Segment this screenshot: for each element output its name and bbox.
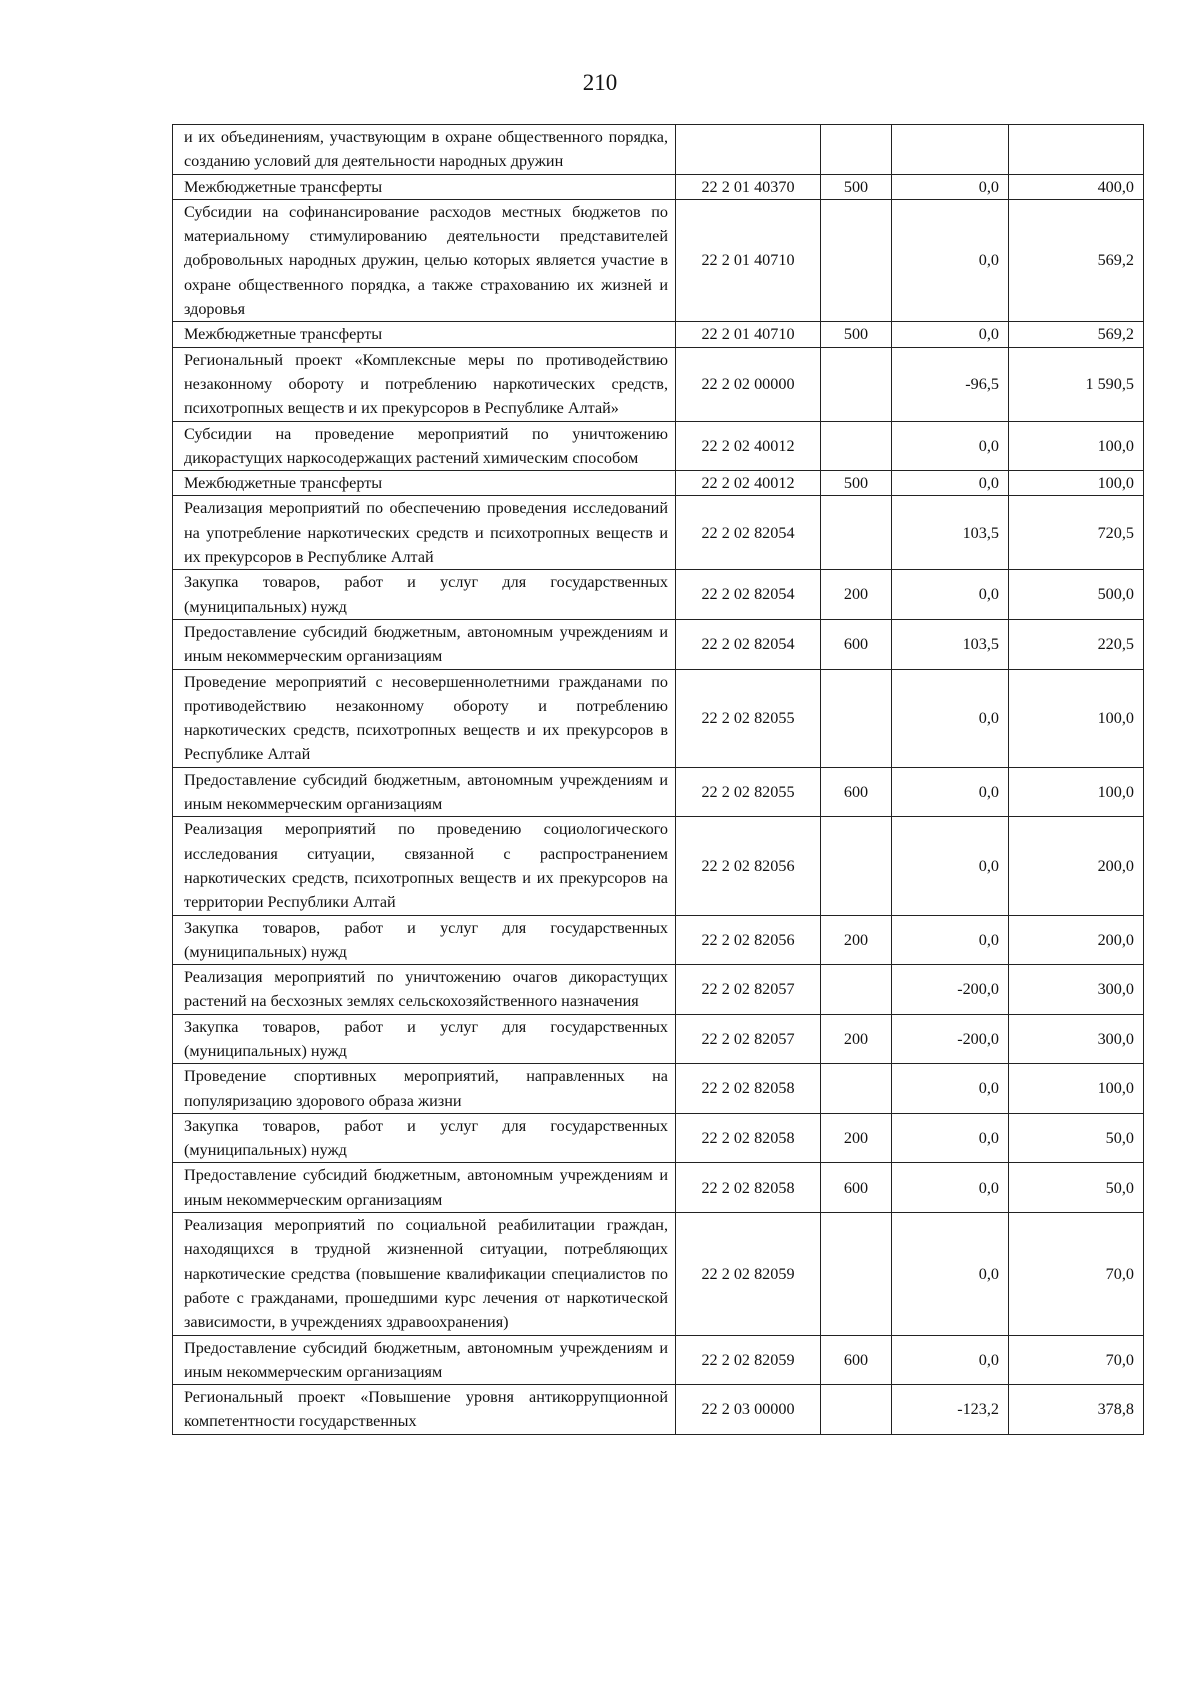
table-row (173, 1113, 1144, 1163)
total-amount-cell: 100,0 (1009, 669, 1144, 767)
target-code-cell: 22 2 02 82058 (676, 1163, 821, 1213)
expense-type-cell (821, 817, 892, 915)
target-code-cell: 22 2 02 40012 (676, 471, 821, 496)
item-name-cell: Предоставление субсидий бюджетным, автономным учреждениям и иным некоммерческим организациям (173, 619, 676, 669)
table-row (173, 1335, 1144, 1385)
target-code-cell (676, 125, 821, 175)
expense-type-cell (821, 1064, 892, 1114)
expense-type-cell (821, 347, 892, 421)
expense-type-cell: 500 (821, 322, 892, 347)
total-amount-cell: 500,0 (1009, 570, 1144, 620)
target-code-cell: 22 2 03 00000 (676, 1385, 821, 1435)
change-amount-cell: 0,0 (892, 471, 1009, 496)
expense-type-cell: 200 (821, 915, 892, 965)
table-row (173, 965, 1144, 1015)
expense-type-cell: 600 (821, 619, 892, 669)
change-amount-cell: 0,0 (892, 322, 1009, 347)
change-amount-cell: 0,0 (892, 817, 1009, 915)
table-row (173, 669, 1144, 767)
target-code-cell: 22 2 02 82059 (676, 1213, 821, 1335)
change-amount-cell: 103,5 (892, 619, 1009, 669)
total-amount-cell: 100,0 (1009, 767, 1144, 817)
total-amount-cell: 300,0 (1009, 1014, 1144, 1064)
expense-type-cell (821, 669, 892, 767)
target-code-cell: 22 2 02 82058 (676, 1113, 821, 1163)
change-amount-cell: -200,0 (892, 1014, 1009, 1064)
target-code-cell: 22 2 02 82057 (676, 1014, 821, 1064)
table-row (173, 1014, 1144, 1064)
total-amount-cell: 70,0 (1009, 1335, 1144, 1385)
expense-type-cell: 600 (821, 767, 892, 817)
expense-type-cell: 200 (821, 1014, 892, 1064)
item-name-cell: Субсидии на проведение мероприятий по уничтожению дикорастущих наркосодержащих растений химическим способом (173, 421, 676, 471)
expense-type-cell: 500 (821, 174, 892, 199)
total-amount-cell: 100,0 (1009, 1064, 1144, 1114)
target-code-cell: 22 2 02 40012 (676, 421, 821, 471)
item-name-cell: Проведение спортивных мероприятий, направленных на популяризацию здорового образа жизни (173, 1064, 676, 1114)
item-name-cell: Проведение мероприятий с несовершеннолетними гражданами по противодействию незаконному обороту и потреблению наркотических средств, психотропных веществ и их прекурсоров в Республике Алтай (173, 669, 676, 767)
total-amount-cell: 1 590,5 (1009, 347, 1144, 421)
total-amount-cell: 569,2 (1009, 322, 1144, 347)
item-name-cell: Реализация мероприятий по уничтожению очагов дикорастущих растений на бесхозных землях сельскохозяйственного назначения (173, 965, 676, 1015)
change-amount-cell (892, 125, 1009, 175)
target-code-cell: 22 2 02 00000 (676, 347, 821, 421)
item-name-cell: Предоставление субсидий бюджетным, автономным учреждениям и иным некоммерческим организациям (173, 1163, 676, 1213)
target-code-cell: 22 2 02 82058 (676, 1064, 821, 1114)
target-code-cell: 22 2 02 82054 (676, 570, 821, 620)
table-row (173, 915, 1144, 965)
expense-type-cell (821, 1213, 892, 1335)
change-amount-cell: 0,0 (892, 1113, 1009, 1163)
table-row (173, 1064, 1144, 1114)
change-amount-cell: 103,5 (892, 496, 1009, 570)
expense-type-cell (821, 199, 892, 321)
total-amount-cell: 100,0 (1009, 471, 1144, 496)
table-row (173, 817, 1144, 915)
expense-type-cell (821, 1385, 892, 1435)
table-row (173, 125, 1144, 175)
expense-type-cell (821, 965, 892, 1015)
change-amount-cell: 0,0 (892, 1213, 1009, 1335)
total-amount-cell: 50,0 (1009, 1163, 1144, 1213)
change-amount-cell: 0,0 (892, 174, 1009, 199)
change-amount-cell: -200,0 (892, 965, 1009, 1015)
item-name-cell: Межбюджетные трансферты (173, 174, 676, 199)
change-amount-cell: 0,0 (892, 915, 1009, 965)
table-row (173, 421, 1144, 471)
table-row (173, 619, 1144, 669)
change-amount-cell: 0,0 (892, 421, 1009, 471)
total-amount-cell: 378,8 (1009, 1385, 1144, 1435)
table-row (173, 1163, 1144, 1213)
change-amount-cell: 0,0 (892, 669, 1009, 767)
item-name-cell: Субсидии на софинансирование расходов местных бюджетов по материальному стимулированию деятельности представителей добровольных народных дружин, целью которых является участие в охране общественного порядка, а также страхованию их жизней и здоровья (173, 199, 676, 321)
table-row (173, 496, 1144, 570)
expense-type-cell: 500 (821, 471, 892, 496)
target-code-cell: 22 2 02 82055 (676, 767, 821, 817)
item-name-cell: Межбюджетные трансферты (173, 471, 676, 496)
change-amount-cell: -96,5 (892, 347, 1009, 421)
item-name-cell: Закупка товаров, работ и услуг для государственных (муниципальных) нужд (173, 570, 676, 620)
target-code-cell: 22 2 02 82056 (676, 817, 821, 915)
target-code-cell: 22 2 02 82057 (676, 965, 821, 1015)
table-row (173, 471, 1144, 496)
total-amount-cell: 200,0 (1009, 915, 1144, 965)
budget-table (172, 124, 1144, 1435)
item-name-cell: Региональный проект «Комплексные меры по противодействию незаконному обороту и потреблению наркотических средств, психотропных веществ и их прекурсоров в Республике Алтай» (173, 347, 676, 421)
table-row (173, 767, 1144, 817)
table-row (173, 1385, 1144, 1435)
change-amount-cell: 0,0 (892, 767, 1009, 817)
expense-type-cell: 200 (821, 570, 892, 620)
target-code-cell: 22 2 02 82054 (676, 496, 821, 570)
table-row (173, 1213, 1144, 1335)
expense-type-cell (821, 125, 892, 175)
item-name-cell: Закупка товаров, работ и услуг для государственных (муниципальных) нужд (173, 1113, 676, 1163)
expense-type-cell: 600 (821, 1163, 892, 1213)
change-amount-cell: 0,0 (892, 1064, 1009, 1114)
target-code-cell: 22 2 02 82059 (676, 1335, 821, 1385)
target-code-cell: 22 2 01 40710 (676, 199, 821, 321)
item-name-cell: и их объединениям, участвующим в охране общественного порядка, созданию условий для деятельности народных дружин (173, 125, 676, 175)
table-row (173, 570, 1144, 620)
change-amount-cell: 0,0 (892, 199, 1009, 321)
item-name-cell: Региональный проект «Повышение уровня антикоррупционной компетентности государственных (173, 1385, 676, 1435)
total-amount-cell: 70,0 (1009, 1213, 1144, 1335)
target-code-cell: 22 2 01 40370 (676, 174, 821, 199)
table-row (173, 347, 1144, 421)
item-name-cell: Реализация мероприятий по обеспечению проведения исследований на употребление наркотических средств и психотропных веществ и их прекурсоров в Республике Алтай (173, 496, 676, 570)
expense-type-cell (821, 496, 892, 570)
total-amount-cell: 220,5 (1009, 619, 1144, 669)
expense-type-cell (821, 421, 892, 471)
change-amount-cell: 0,0 (892, 570, 1009, 620)
budget-table-body (173, 125, 1144, 1435)
total-amount-cell: 720,5 (1009, 496, 1144, 570)
item-name-cell: Межбюджетные трансферты (173, 322, 676, 347)
page-number: 210 (582, 70, 618, 95)
change-amount-cell: -123,2 (892, 1385, 1009, 1435)
table-row (173, 174, 1144, 199)
target-code-cell: 22 2 02 82055 (676, 669, 821, 767)
table-row (173, 322, 1144, 347)
item-name-cell: Реализация мероприятий по социальной реабилитации граждан, находящихся в трудной жизненной ситуации, потребляющих наркотические средства (повышение квалификации специалистов по работе с гражданами, прошедшими курс лечения от наркотической зависимости, в учреждениях здравоохранения) (173, 1213, 676, 1335)
table-row (173, 199, 1144, 321)
item-name-cell: Закупка товаров, работ и услуг для государственных (муниципальных) нужд (173, 915, 676, 965)
total-amount-cell: 400,0 (1009, 174, 1144, 199)
total-amount-cell: 50,0 (1009, 1113, 1144, 1163)
total-amount-cell: 200,0 (1009, 817, 1144, 915)
target-code-cell: 22 2 02 82056 (676, 915, 821, 965)
target-code-cell: 22 2 02 82054 (676, 619, 821, 669)
item-name-cell: Предоставление субсидий бюджетным, автономным учреждениям и иным некоммерческим организациям (173, 1335, 676, 1385)
expense-type-cell: 200 (821, 1113, 892, 1163)
expense-type-cell: 600 (821, 1335, 892, 1385)
change-amount-cell: 0,0 (892, 1335, 1009, 1385)
total-amount-cell: 100,0 (1009, 421, 1144, 471)
total-amount-cell: 300,0 (1009, 965, 1144, 1015)
target-code-cell: 22 2 01 40710 (676, 322, 821, 347)
change-amount-cell: 0,0 (892, 1163, 1009, 1213)
item-name-cell: Реализация мероприятий по проведению социологического исследования ситуации, связанной с распространением наркотических средств, психотропных веществ и их прекурсоров на территории Республики Алтай (173, 817, 676, 915)
item-name-cell: Предоставление субсидий бюджетным, автономным учреждениям и иным некоммерческим организациям (173, 767, 676, 817)
total-amount-cell (1009, 125, 1144, 175)
total-amount-cell: 569,2 (1009, 199, 1144, 321)
item-name-cell: Закупка товаров, работ и услуг для государственных (муниципальных) нужд (173, 1014, 676, 1064)
